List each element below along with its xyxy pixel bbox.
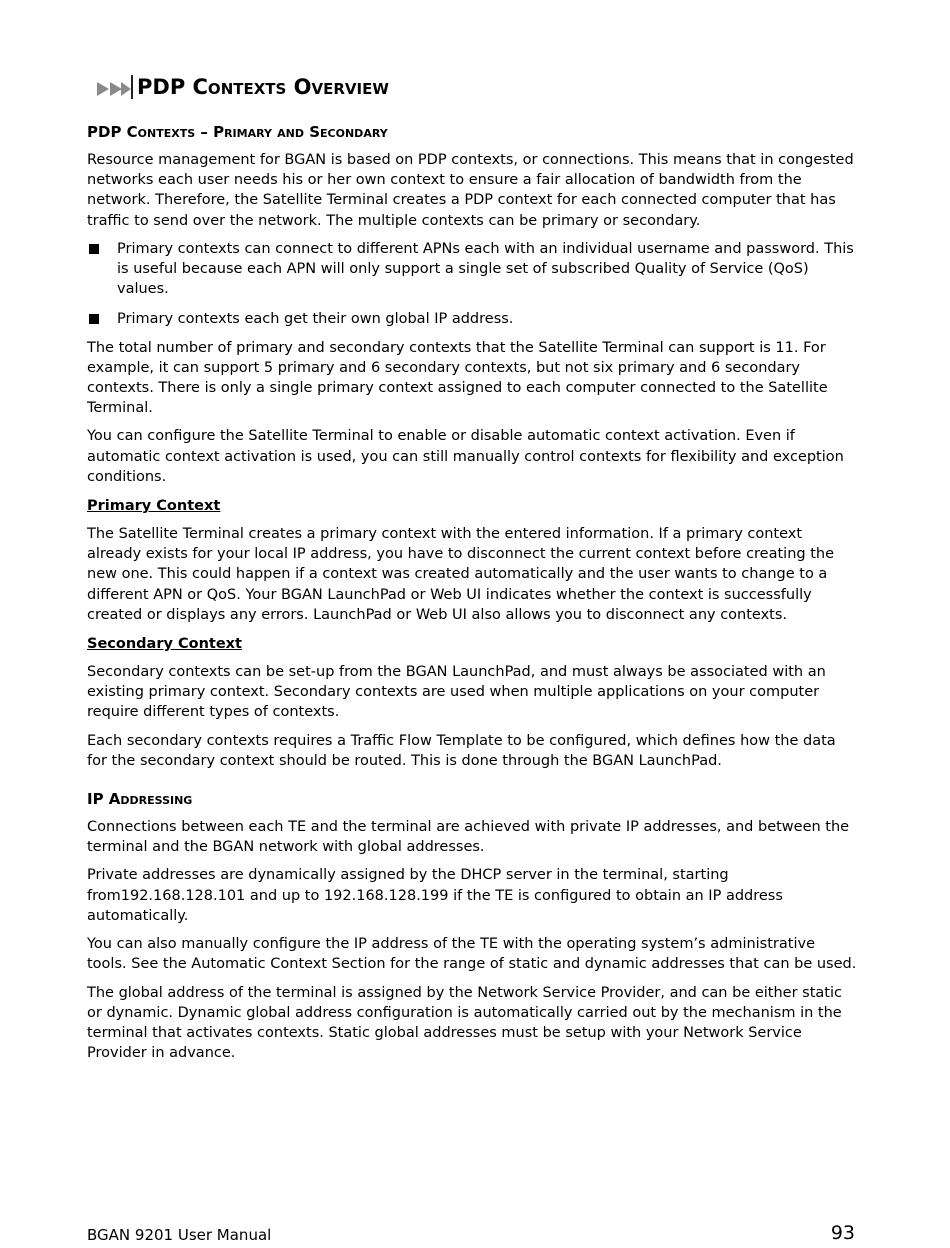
bullet-text: Primary contexts can connect to different APNs each with an individual username and password. This is useful because each APN will only support a single set of subscribed Quality of Service (QoS) values. (117, 240, 854, 298)
section-heading-pdp: PDP Contexts – Primary and Secondary (87, 123, 388, 141)
auto-activation-paragraph: You can configure the Satellite Terminal to enable or disable automatic context activation. Even if automatic context activation is used, you can still manually control contexts for flexibility and exception conditions. (87, 428, 844, 485)
secondary-context-paragraph-1: Secondary contexts can be set-up from the BGAN LaunchPad, and must always be associated with an existing primary context. Secondary contexts are used when multiple applications on your computer require different types of contexts. (87, 664, 826, 721)
page-number: 93 (830, 1222, 855, 1244)
primary-context-paragraph: The Satellite Terminal creates a primary context with the entered information. If a primary context already exists for your local IP address, you have to disconnect the current context before creating the new one. This could happen if a context was created automatically and the user wants to change to a different APN or QoS. Your BGAN LaunchPad or Web UI indicates whether the context is successfully created or displays any errors. LaunchPad or Web UI also allows you to disconnect any contexts. (87, 526, 834, 623)
ip-paragraph-1: Connections between each TE and the terminal are achieved with private IP addresses, and between the terminal and the BGAN network with global addresses. (87, 819, 850, 856)
manual-name: BGAN 9201 User Manual (87, 1226, 272, 1244)
page-title: PDP Contexts Overview (137, 75, 389, 99)
fast-forward-icon (95, 72, 135, 102)
square-bullet-icon (89, 314, 99, 324)
document-page (87, 68, 859, 1063)
list-item (87, 239, 859, 300)
secondary-context-paragraph-2: Each secondary contexts requires a Traffic Flow Template to be configured, which defines how the data for the secondary context should be routed. This is done through the BGAN LaunchPad. (87, 732, 836, 769)
ip-paragraph-4: The global address of the terminal is assigned by the Network Service Provider, and can be either static or dynamic. Dynamic global address configuration is automatically carried out by the mechanism in the terminal that activates contexts. Static global addresses must be setup with your Network Service Provider in advance. (87, 984, 842, 1062)
square-bullet-icon (89, 244, 99, 254)
ip-paragraph-2: Private addresses are dynamically assigned by the DHCP server in the terminal, starting from192.168.128.101 and up to 192.168.128.199 if the TE is configured to obtain an IP address automatically. (87, 867, 783, 924)
page-title-row (95, 68, 859, 102)
ip-paragraph-3: You can also manually configure the IP address of the TE with the operating system’s administrative tools. See the Automatic Context Section for the range of static and dynamic addresses that can be used. (87, 936, 857, 973)
pdp-bullet-list (87, 239, 859, 330)
bullet-text: Primary contexts each get their own global IP address. (117, 311, 514, 328)
contexts-total-paragraph: The total number of primary and secondary contexts that the Satellite Terminal can support is 11. For example, it can support 5 primary and 6 secondary contexts, but not six primary and 6 secondary contexts. There is only a single primary context assigned to each computer connected to the Satellite Terminal. (87, 339, 828, 417)
list-item (87, 309, 859, 329)
pdp-intro-paragraph: Resource management for BGAN is based on PDP contexts, or connections. This means that in congested networks each user needs his or her own context to ensure a fair allocation of bandwidth from the network. Therefore, the Satellite Terminal creates a PDP context for each connected computer that has traffic to send over the network. The multiple contexts can be primary or secondary. (87, 152, 854, 229)
page-footer (87, 1216, 855, 1244)
secondary-context-heading: Secondary Context (87, 636, 242, 653)
primary-context-heading: Primary Context (87, 498, 221, 515)
section-heading-ip: IP Addressing (87, 790, 193, 809)
